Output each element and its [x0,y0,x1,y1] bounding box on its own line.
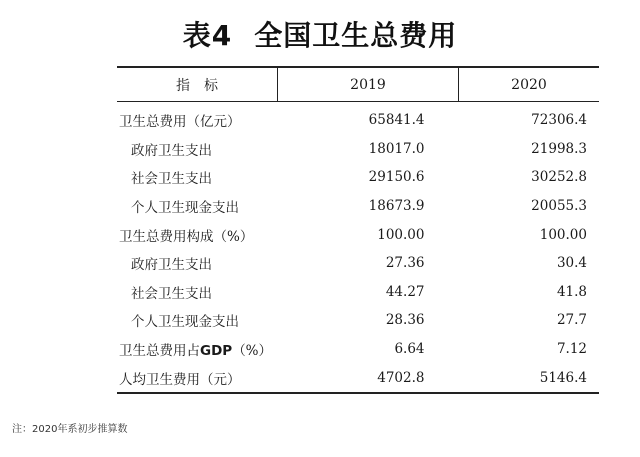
cell-2020: 7.12 [556,341,587,358]
header-indicator: 指 标 [117,67,278,102]
table-row [117,102,599,135]
cell-2019: 44.27 [385,283,425,300]
cell-2019: 18017.0 [368,140,425,157]
row-label [117,335,278,364]
row-label: 政府卫生支出 [131,257,212,274]
cell-2019: 28.36 [385,312,425,329]
table-title [0,14,640,54]
health-expenditure-table [117,66,599,394]
row-label-prefix: 卫生总费用占 [119,343,200,360]
row-label: 社会卫生支出 [131,171,212,188]
table-header-row [117,67,599,102]
row-label: 人均卫生费用（元） [117,363,278,393]
cell-2019: 6.64 [394,341,425,358]
cell-2020: 27.7 [556,312,587,329]
table-row [117,192,599,221]
cell-2020: 30252.8 [531,169,587,186]
table-row [117,220,599,249]
footnote: 注：2020年系初步推算数 [12,424,128,435]
table-row [117,278,599,307]
cell-2020: 21998.3 [531,140,587,157]
header-2019: 2019 [278,67,459,102]
cell-2020: 72306.4 [531,112,587,129]
header-2020: 2020 [459,67,600,102]
table-row [117,163,599,192]
table-title-text: 全国卫生总费用 [254,19,458,52]
cell-2019: 18673.9 [368,198,425,215]
table-row [117,249,599,278]
row-label: 卫生总费用（亿元） [119,114,241,131]
row-label: 卫生总费用构成（%） [119,228,254,245]
cell-2020: 20055.3 [531,198,587,215]
cell-2019: 29150.6 [368,169,425,186]
row-label: 政府卫生支出 [131,142,212,159]
cell-2019: 4702.8 [278,363,459,393]
row-label-suffix: （%） [232,343,273,360]
table-number: 表4 [182,19,233,52]
cell-2020: 41.8 [556,283,587,300]
cell-2019: 65841.4 [368,112,425,129]
cell-2019: 27.36 [385,255,425,272]
table-row [117,135,599,164]
table-row [117,306,599,335]
cell-2020: 5146.4 [459,363,600,393]
row-label: 个人卫生现金支出 [131,200,239,217]
row-label-gdp: GDP [200,343,233,360]
cell-2019: 100.00 [377,226,425,243]
cell-2020: 30.4 [556,255,587,272]
cell-2020: 100.00 [539,226,587,243]
table-row [117,363,599,393]
row-label: 个人卫生现金支出 [131,314,239,331]
table-row [117,335,599,364]
row-label: 社会卫生支出 [131,285,212,302]
